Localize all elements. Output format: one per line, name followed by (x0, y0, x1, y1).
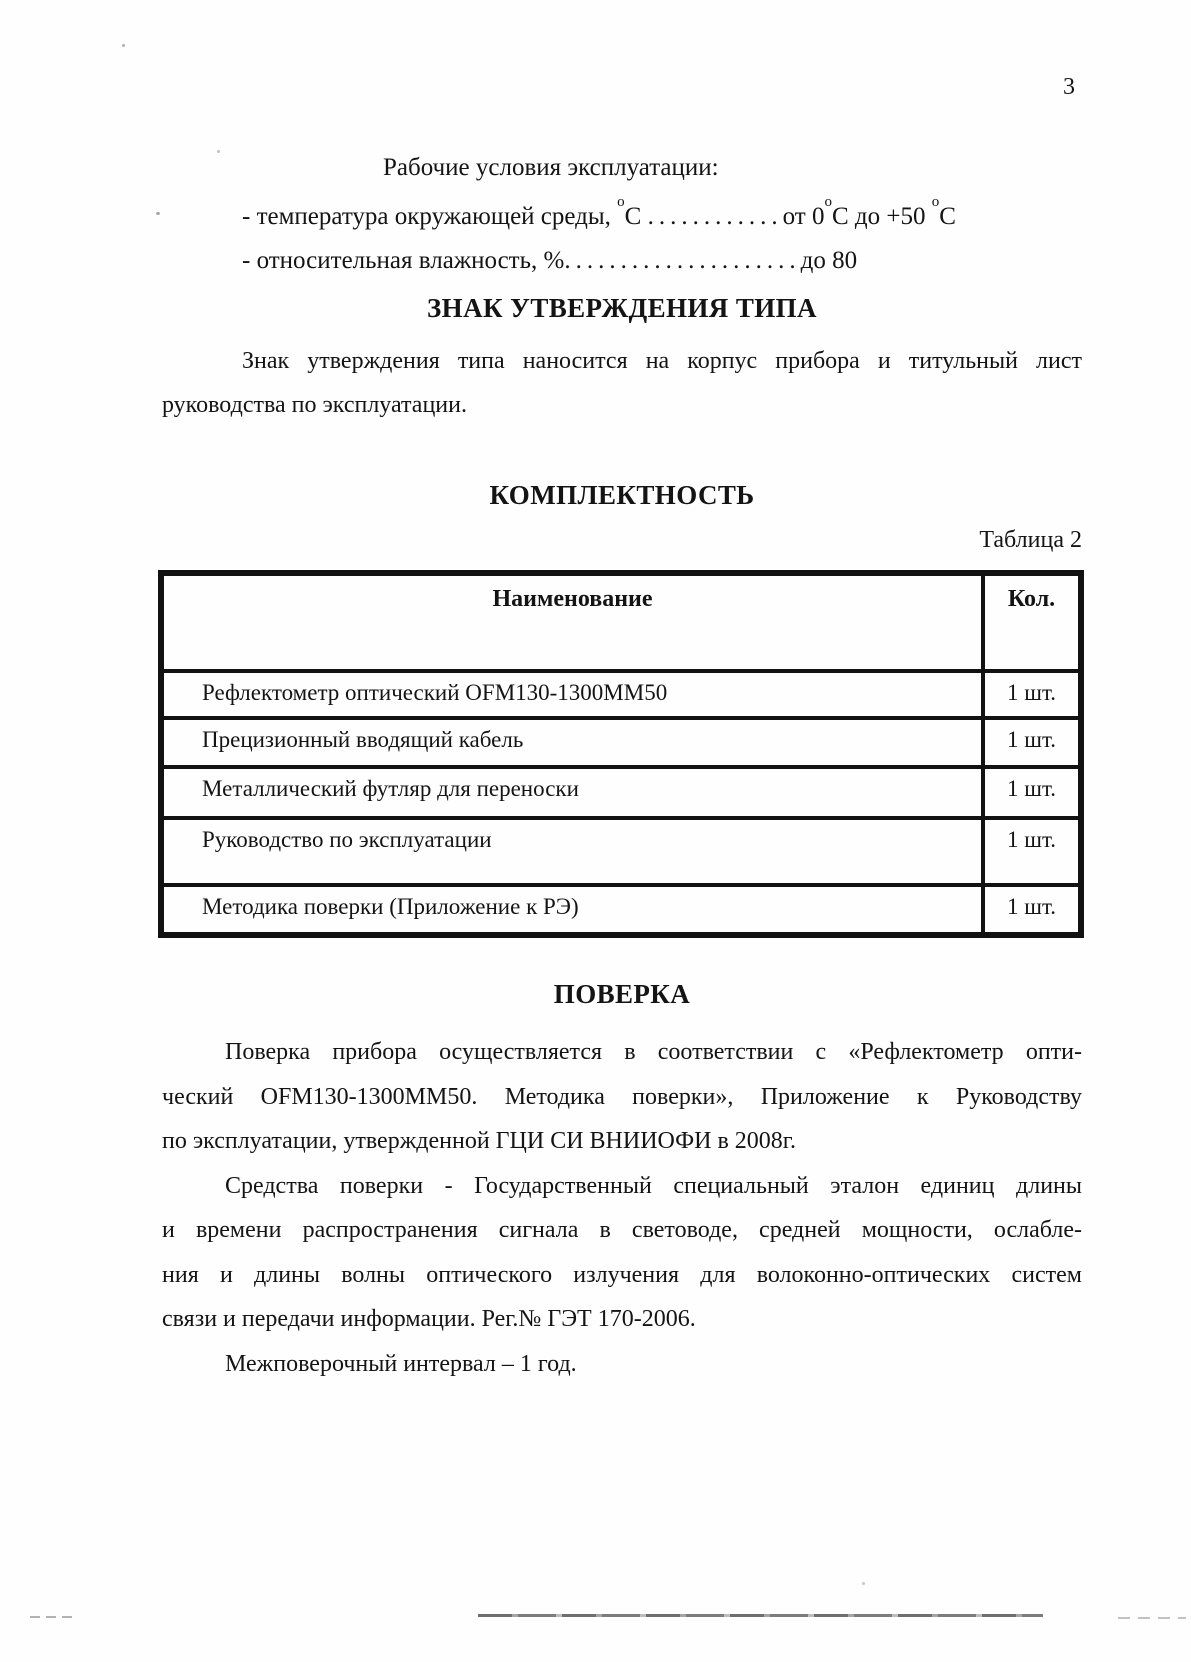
table-row (161, 718, 1081, 767)
operating-conditions-title: Рабочие условия эксплуатации: (383, 154, 719, 181)
paragraph-line: ния и длины волны оптического излучения для волоконно-оптических систем (162, 1261, 1082, 1288)
column-header-qty: Кол. (983, 573, 1081, 671)
table-header-row (161, 573, 1081, 671)
table-row (161, 671, 1081, 718)
temperature-unit: С (624, 203, 648, 230)
temperature-label: - температура окружающей среды, (242, 203, 618, 230)
scan-artifact-line (1118, 1617, 1186, 1619)
humidity-label: - относительная влажность, % (242, 247, 565, 274)
paragraph-line: и времени распространения сигнала в световоде, средней мощности, ослабле- (162, 1217, 1082, 1243)
degree-sign: о (931, 193, 940, 210)
type-approval-paragraph (162, 339, 1082, 427)
paragraph-line: Средства поверки - Государственный специальный эталон единиц длины (225, 1172, 1082, 1199)
item-qty: 1 шт. (983, 818, 1081, 885)
paragraph-line: связи и передачи информации. Рег.№ ГЭТ 170-2006. (162, 1306, 696, 1332)
scan-artifact-line (478, 1614, 1043, 1617)
paragraph-line: Межповерочный интервал – 1 год. (225, 1350, 577, 1377)
dot-leader: ............ (647, 203, 783, 230)
scan-speck (122, 44, 125, 47)
dot-leader: ..................... (564, 247, 801, 274)
paragraph-line: руководства по эксплуатации. (162, 392, 467, 418)
degree-sign: о (617, 193, 625, 210)
paragraph-line: Знак утверждения типа наносится на корпус прибора и титульный лист (242, 348, 1082, 374)
item-name: Металлический футляр для переноски (161, 767, 983, 818)
scan-speck (862, 1582, 865, 1585)
temperature-range-mid: С до +50 (831, 203, 932, 230)
scan-speck (217, 150, 220, 153)
paragraph-line: по эксплуатации, утвержденной ГЦИ СИ ВНИИОФИ в 2008г. (162, 1128, 796, 1154)
item-qty: 1 шт. (983, 767, 1081, 818)
item-qty: 1 шт. (983, 671, 1081, 718)
paragraph-line: Поверка прибора осуществляется в соответствии с «Рефлектометр опти- (225, 1039, 1082, 1065)
temperature-range-start: от 0 (782, 203, 825, 230)
item-name: Руководство по эксплуатации (161, 818, 983, 885)
table-row (161, 885, 1081, 935)
verification-paragraphs (162, 1030, 1082, 1386)
degree-sign: о (824, 193, 832, 210)
column-header-name: Наименование (161, 573, 983, 671)
table-caption: Таблица 2 (979, 527, 1082, 553)
verification-heading: ПОВЕРКА (553, 979, 691, 1009)
item-name: Методика поверки (Приложение к РЭ) (161, 885, 983, 935)
item-qty: 1 шт. (983, 885, 1081, 935)
scan-speck (156, 212, 160, 215)
scan-artifact-line (30, 1616, 78, 1618)
humidity-value: до 80 (800, 247, 858, 274)
item-name: Рефлектометр оптический OFM130-1300MM50 (161, 671, 983, 718)
table-row (161, 818, 1081, 885)
page-number: 3 (1063, 74, 1075, 100)
condition-temperature (242, 193, 956, 231)
type-approval-heading: ЗНАК УТВЕРЖДЕНИЯ ТИПА (427, 293, 817, 323)
item-name: Прецизионный вводящий кабель (161, 718, 983, 767)
condition-humidity (242, 247, 857, 275)
completeness-table (158, 570, 1084, 938)
temperature-range-end: С (939, 203, 956, 230)
item-qty: 1 шт. (983, 718, 1081, 767)
table-row (161, 767, 1081, 818)
completeness-heading: КОМПЛЕКТНОСТЬ (489, 480, 755, 510)
paragraph-line: ческий OFM130-1300MM50. Методика поверки», Приложение к Руководству (162, 1083, 1082, 1110)
